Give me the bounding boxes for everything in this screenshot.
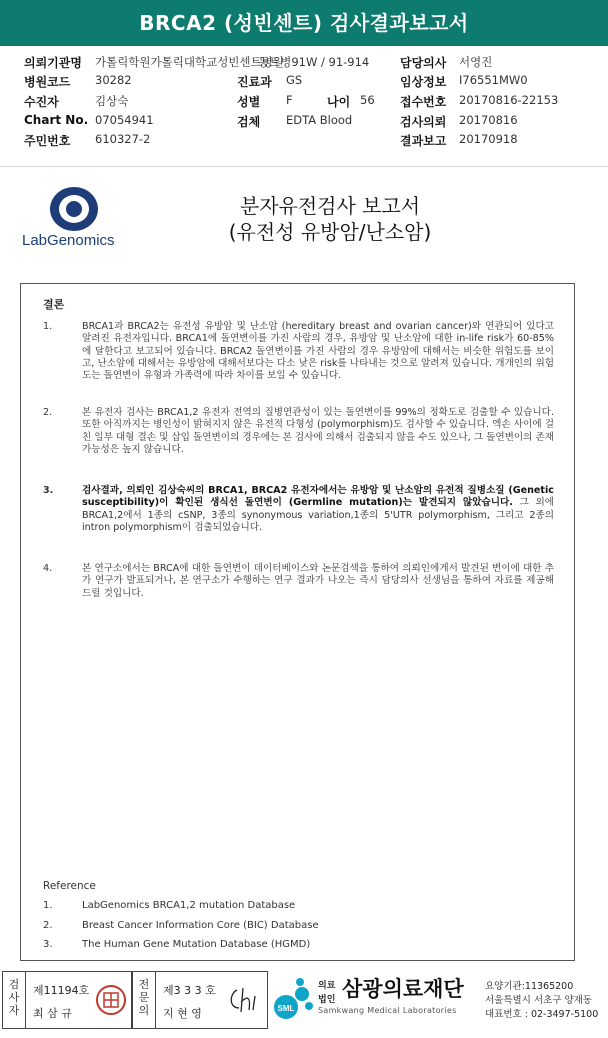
reference-section bbox=[21, 880, 574, 960]
conclusion-item bbox=[21, 563, 574, 603]
report-date-value: 20170918 bbox=[459, 132, 518, 146]
inspector-box bbox=[2, 971, 132, 1029]
request-value: 20170816 bbox=[459, 113, 518, 127]
specialist-divider bbox=[155, 972, 156, 1028]
clinical-label: 임상정보 bbox=[400, 75, 447, 89]
phone: 대표번호 : 02-3497-5100 bbox=[485, 1009, 599, 1020]
document-subtitle: (유전성 유방암/난소암) bbox=[228, 220, 432, 244]
examinee-value: 김상숙 bbox=[95, 94, 129, 108]
org-prefix-1: 의료 bbox=[318, 981, 336, 991]
receipt-value: 20170816-22153 bbox=[459, 93, 559, 107]
inspector-license: 제11194호 bbox=[33, 984, 90, 997]
conclusion-item bbox=[21, 321, 574, 401]
physician-label: 담당의사 bbox=[400, 56, 447, 70]
receipt-label: 접수번호 bbox=[400, 95, 447, 109]
item-normal-text: 그 외에 BRCA1,2에서 1종의 cSNP, 3종의 synonymous variation,1종의 5'UTR polymorphism, 그리고 2종의 intron polymorphism이 검출되었습니다. bbox=[82, 497, 554, 533]
patient-info bbox=[0, 50, 608, 150]
reference-heading: Reference bbox=[43, 880, 96, 892]
report-title: BRCA2 (성빈센트) 검사결과보고서 bbox=[0, 0, 608, 46]
item-number: 3. bbox=[43, 485, 54, 496]
reference-text: Breast Cancer Information Core (BIC) Database bbox=[82, 920, 319, 931]
item-text bbox=[82, 485, 554, 534]
physician-value: 서영진 bbox=[459, 55, 493, 69]
dept-label: 진료과 bbox=[237, 75, 272, 89]
age-value: 56 bbox=[360, 93, 375, 107]
sex-label: 성별 bbox=[237, 95, 261, 109]
reference-text: The Human Gene Mutation Database (HGMD) bbox=[82, 939, 311, 950]
labgenomics-logo bbox=[22, 186, 132, 256]
specimen-label: 검체 bbox=[237, 115, 261, 129]
report-date-label: 결과보고 bbox=[400, 134, 447, 148]
org-prefix-2: 법인 bbox=[318, 995, 336, 1005]
reference-number: 3. bbox=[43, 939, 53, 950]
age-label: 나이 bbox=[327, 95, 351, 109]
chart-label: Chart No. bbox=[24, 113, 89, 127]
institution-value: 가톨릭학원가톨릭대학교성빈센트병원 bbox=[95, 55, 284, 69]
labgenomics-logo-icon bbox=[47, 186, 101, 232]
org-name: 삼광의료재단 bbox=[342, 977, 464, 1001]
report-body bbox=[20, 283, 575, 961]
inspector-seal-icon bbox=[95, 984, 127, 1016]
reference-text: LabGenomics BRCA1,2 mutation Database bbox=[82, 900, 296, 911]
sex-value: F bbox=[286, 93, 293, 107]
specialist-name: 지 현 영 bbox=[163, 1007, 202, 1020]
specialist-label: 전 문 의 bbox=[138, 978, 150, 1017]
item-number: 1. bbox=[43, 321, 53, 332]
conclusion-heading: 결론 bbox=[43, 298, 65, 311]
item-number: 4. bbox=[43, 563, 53, 574]
conclusion-item bbox=[21, 407, 574, 463]
samkwang-logo-icon bbox=[272, 976, 314, 1022]
resident-label: 주민번호 bbox=[24, 134, 71, 148]
hospital-code-value: 30282 bbox=[95, 73, 132, 87]
item-number: 2. bbox=[43, 407, 53, 418]
signature-icon bbox=[225, 982, 263, 1018]
item-text: BRCA1과 BRCA2는 유전성 유방암 및 난소암 (hereditary breast and ovarian cancer)와 연관되어 있다고 알려진 유전자입니다. BRCA1에 돌연변이를 가진 사람의 경우, 유방암 및 난소암에 대한 in-life risk가 60-85%에 달한다고 보고되어 있습니다. BRCA2 돌연변이를 가진 사람의 경우 유방암에 대해서는 비슷한 위험도를 보이고, 난소암에 대해서는 유방암에 대해서보다는 다소 낮은 risk를 나타내는 것으로 알려져 있습니다. 개개인의 위험도는 돌연변이 유형과 가족력에 따라 차이를 보일 수 있습니다. bbox=[82, 321, 554, 382]
signature-footer bbox=[0, 968, 608, 1038]
dept-value: GS bbox=[286, 73, 303, 87]
reference-number: 2. bbox=[43, 920, 53, 931]
sml-badge-text: SML bbox=[277, 1004, 295, 1013]
reference-number: 1. bbox=[43, 900, 53, 911]
resident-value: 610327-2 bbox=[95, 132, 151, 146]
item-bold-text: 검사결과, 의뢰인 김상숙씨의 BRCA1, BRCA2 유전자에서는 유방암 및 난소암의 유전적 질병소질 (Genetic susceptibility)이 확인된 생식선 돌연변이 (Germline mutation)는 발견되지 않았습니다. bbox=[82, 485, 554, 509]
request-label: 검사의뢰 bbox=[400, 115, 447, 129]
item-text: 본 유전자 검사는 BRCA1,2 유전자 전역의 질병연관성이 있는 돌연변이를 99%의 정확도로 검출할 수 있습니다. 또한 아직까지는 병인성이 밝혀지지 않은 유전적 다형성 (polymorphism)도 검사할 수 있습니다. 엑손 사이에 걸친 일부 대형 결손 및 삽입 돌연변이의 경우에는 본 검사에 의해서 검출되지 않을 수도 있으나, 그 돌연변이의 존재 가능성은 높지 않습니다. bbox=[82, 407, 554, 455]
document-title: 분자유전검사 보고서 bbox=[239, 194, 421, 218]
examinee-label: 수진자 bbox=[24, 95, 59, 109]
inspector-label: 검 사 자 bbox=[8, 978, 20, 1017]
logo-text: LabGenomics bbox=[22, 232, 115, 249]
item-text: 본 연구소에서는 BRCA에 대한 돌연변이 데이터베이스와 논문검색을 통하여 의뢰인에게서 발견된 변이에 대한 추가 연구가 발표되거나, 본 연구소가 수행하는 연구 결과가 나오는 즉시 담당의사 선생님을 통하여 자료를 제공해 드릴 것입니다. bbox=[82, 563, 554, 599]
hospital-code-label: 병원코드 bbox=[24, 75, 71, 89]
chart-value: 07054941 bbox=[95, 113, 154, 127]
address: 서울특별시 서초구 양재동 bbox=[485, 995, 592, 1006]
specialist-box bbox=[132, 971, 268, 1029]
section-divider bbox=[0, 166, 608, 167]
inspector-divider bbox=[25, 972, 26, 1028]
org-english: Samkwang Medical Laboratories bbox=[318, 1006, 457, 1015]
conclusion-item bbox=[21, 485, 574, 541]
care-code: 요양기관:11365200 bbox=[485, 981, 574, 992]
specialist-license: 제3 3 3 호 bbox=[163, 984, 216, 997]
ward-value: 동트병91W / 91-914 bbox=[258, 55, 370, 69]
clinical-value: I76551MW0 bbox=[459, 73, 528, 87]
inspector-name: 최 삼 규 bbox=[33, 1007, 72, 1020]
institution-label: 의뢰기관명 bbox=[24, 56, 82, 70]
specimen-value: EDTA Blood bbox=[286, 113, 353, 127]
